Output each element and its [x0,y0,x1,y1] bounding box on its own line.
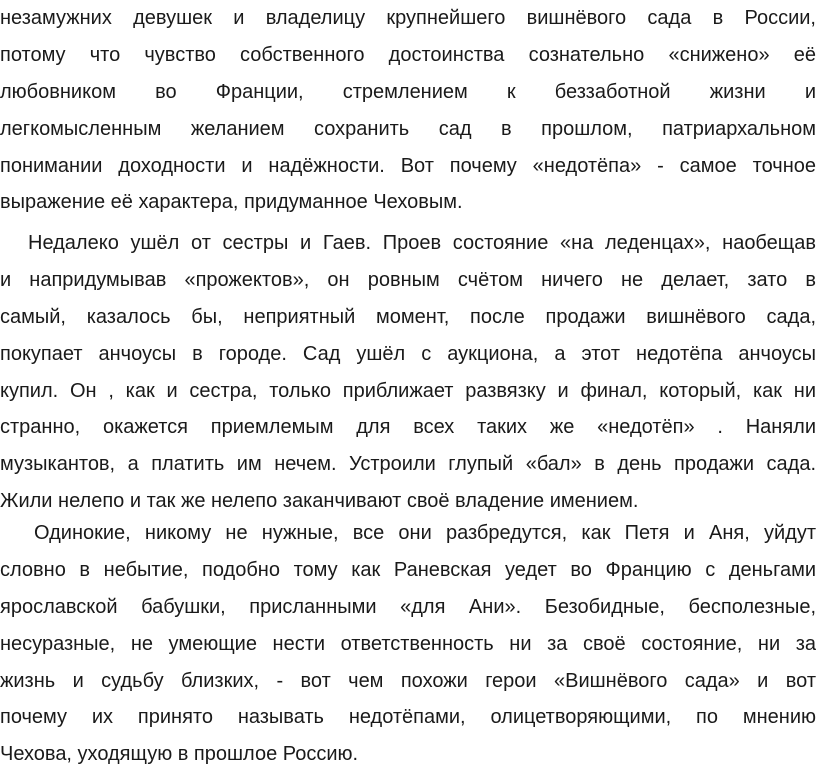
text-line: выражение её характера, придуманное Чеховым. [0,191,463,214]
text-line: ярославской бабушки, присланными «для Ани». Безобидные, бесполезные, [0,595,816,618]
text-line: странно, окажется приемлемым для всех таких же «недотёп» . Наняли [0,416,816,439]
text-line: музыкантов, а платить им нечем. Устроили глупый «бал» в день продажи сада. [0,453,816,476]
text-line: незамужних девушек и владелицу крупнейшего вишнёвого сада в России, [0,7,816,29]
text-line: Недалеко ушёл от сестры и Гаев. Проев состояние «на леденцах», наобещав [28,232,816,254]
text-line: словно в небытие, подобно тому как Раневская уедет во Францию с деньгами [0,558,816,581]
text-line: и напридумывав «прожектов», он ровным счётом ничего не делает, зато в [0,268,816,291]
text-line: несуразные, не умеющие нести ответственность ни за своё состояние, ни за [0,632,816,655]
text-line: Жили нелепо и так же нелепо заканчивают своё владение имением. [0,490,639,513]
text-line: понимании доходности и надёжности. Вот почему «недотёпа» - самое точное [0,154,816,177]
text-line: самый, казалось бы, неприятный момент, после продажи вишнёвого сада, [0,305,816,328]
text-line: почему их принято называть недотёпами, олицетворяющими, по мнению [0,706,816,729]
paragraph-2 [0,225,816,520]
text-line: купил. Он , как и сестра, только приближает развязку и финал, который, как ни [0,379,816,402]
text-line: легкомысленным желанием сохранить сад в прошлом, патриархальном [0,117,816,140]
text-line: потому что чувство собственного достоинства сознательно «снижено» её [0,43,816,66]
text-line: Одинокие, никому не нужные, все они разбредутся, как Петя и Аня, уйдут [34,522,816,544]
paragraph-1 [0,0,816,221]
text-line: покупает анчоусы в городе. Сад ушёл с аукциона, а этот недотёпа анчоусы [0,342,816,365]
text-line: Чехова, уходящую в прошлое Россию. [0,743,359,766]
paragraph-3 [0,515,816,773]
text-line: жизнь и судьбу близких, - вот чем похожи герои «Вишнёвого сада» и вот [0,669,816,692]
text-line: любовником во Франции, стремлением к беззаботной жизни и [0,80,816,103]
